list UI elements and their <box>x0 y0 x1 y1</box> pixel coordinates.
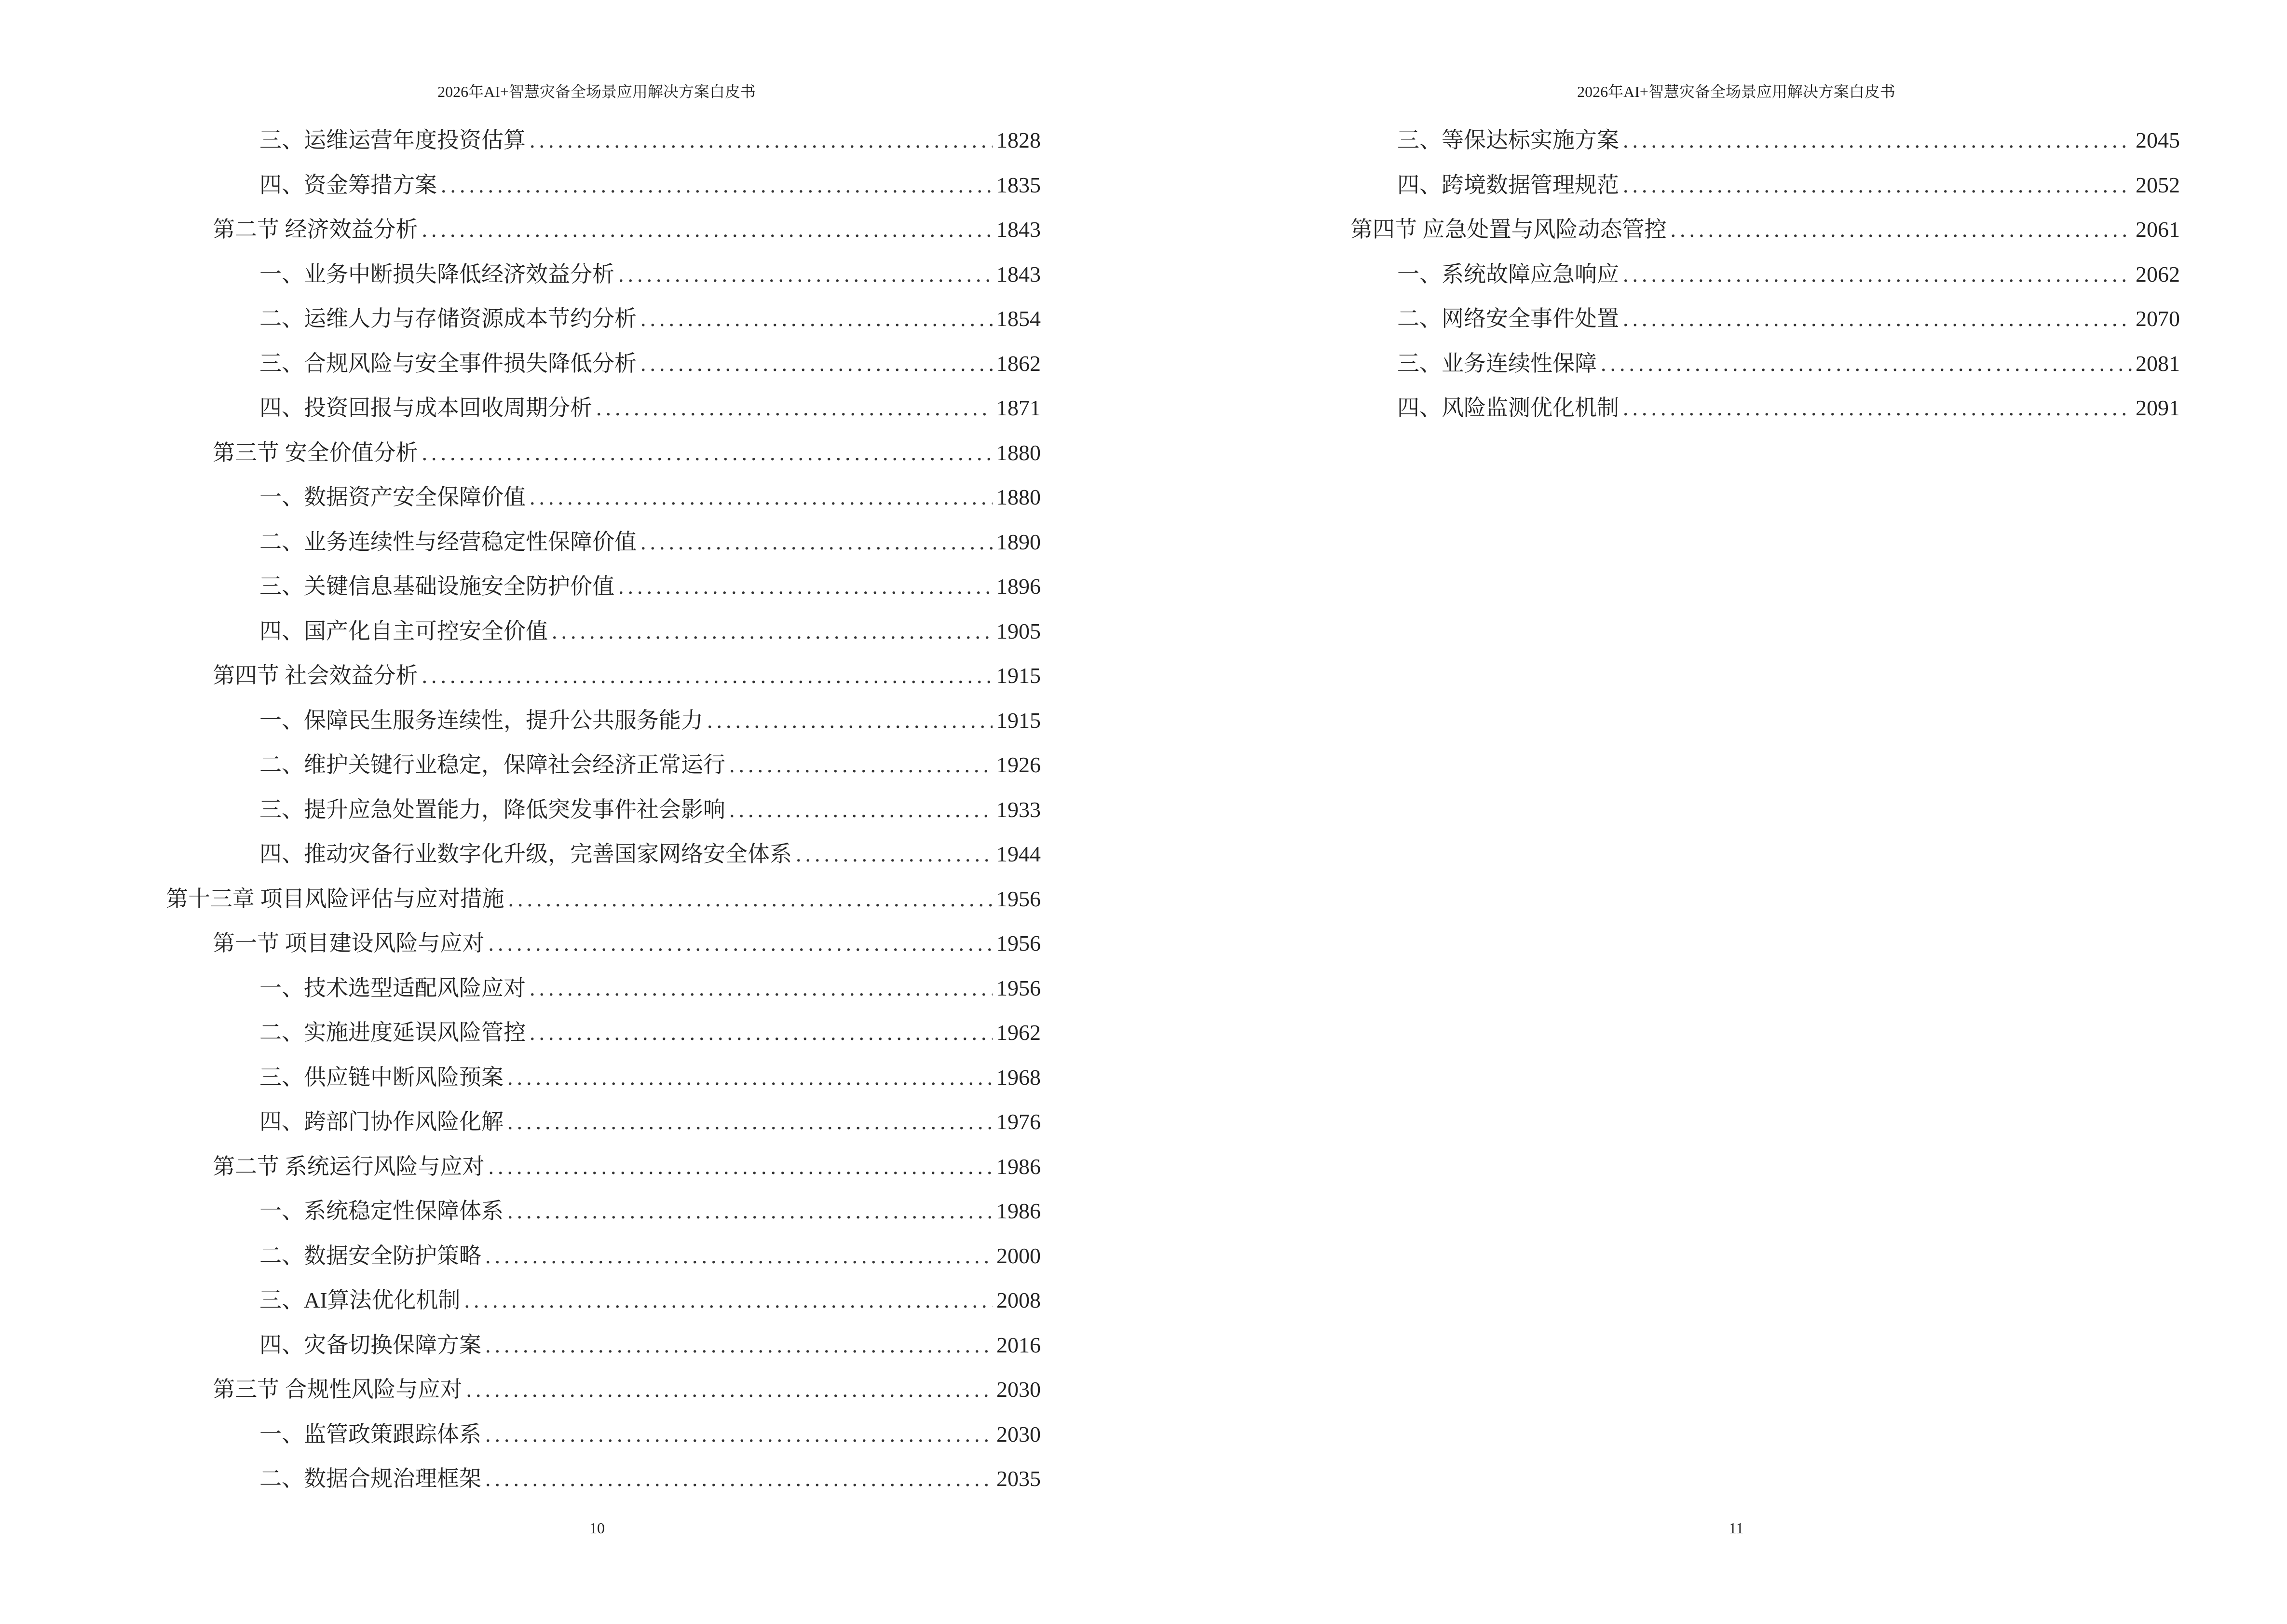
toc-entry-title: 四、资金筹措方案 <box>259 172 437 197</box>
toc-entry-page: 2091 <box>2136 396 2180 420</box>
toc-entry[interactable] <box>166 832 1041 877</box>
dot-leader <box>466 1367 993 1412</box>
dot-leader <box>596 386 993 431</box>
toc-entry-page: 2008 <box>996 1288 1041 1312</box>
toc-entry-page: 1835 <box>996 172 1041 197</box>
toc-entry-page: 1986 <box>996 1154 1041 1179</box>
toc-entry-title: 三、供应链中断风险预案 <box>259 1064 504 1090</box>
dot-leader <box>640 341 993 386</box>
dot-leader <box>464 1278 993 1323</box>
toc-entry[interactable] <box>1350 163 2180 208</box>
toc-entry[interactable] <box>166 1323 1041 1368</box>
toc-entry[interactable] <box>1350 207 2180 252</box>
toc-entry-page: 1896 <box>996 574 1041 599</box>
toc-entry-page: 2052 <box>2136 172 2180 197</box>
toc-entry[interactable] <box>166 163 1041 208</box>
toc-entry-page: 2035 <box>996 1466 1041 1491</box>
toc-entry-title: 四、风险监测优化机制 <box>1397 396 1619 420</box>
dot-leader <box>1671 207 2132 252</box>
toc-entry[interactable] <box>166 1145 1041 1189</box>
dot-leader <box>422 654 993 698</box>
toc-entry-title: 第十三章 项目风险评估与应对措施 <box>166 886 504 911</box>
toc-entry-title: 二、网络安全事件处置 <box>1397 306 1619 331</box>
toc-entry-page: 2045 <box>2136 128 2180 152</box>
toc-entry-page: 1871 <box>996 396 1041 420</box>
dot-leader <box>489 921 993 966</box>
toc-entry[interactable] <box>166 966 1041 1011</box>
toc-entry-page: 1880 <box>996 440 1041 465</box>
toc-entry-page: 1880 <box>996 485 1041 509</box>
toc-entry-page: 1854 <box>996 306 1041 331</box>
toc-entry-title: 一、系统稳定性保障体系 <box>259 1199 504 1223</box>
toc-entry[interactable] <box>166 341 1041 386</box>
dot-leader <box>485 1457 993 1501</box>
dot-leader <box>707 698 993 743</box>
toc-entry[interactable] <box>1350 252 2180 297</box>
toc-entry-page: 1926 <box>996 752 1041 777</box>
toc-entry[interactable] <box>1350 386 2180 431</box>
toc-entry-title: 一、数据资产安全保障价值 <box>259 485 526 509</box>
dot-leader <box>618 564 993 609</box>
toc-entry-page: 1956 <box>996 886 1041 911</box>
dot-leader <box>1601 341 2132 386</box>
toc-entry[interactable] <box>166 743 1041 788</box>
toc-entry[interactable] <box>166 386 1041 431</box>
toc-entry-title: 三、运维运营年度投资估算 <box>259 128 526 152</box>
toc-entry-title: 四、跨部门协作风险化解 <box>259 1109 504 1134</box>
toc-entry[interactable] <box>166 1100 1041 1145</box>
toc-entry-title: 二、业务连续性与经营稳定性保障价值 <box>259 529 637 554</box>
toc-entry[interactable] <box>166 252 1041 297</box>
dot-leader <box>1623 386 2132 431</box>
toc-entry-page: 1968 <box>996 1064 1041 1090</box>
toc-entry[interactable] <box>166 1457 1041 1501</box>
toc-entry-page: 1962 <box>996 1020 1041 1045</box>
dot-leader <box>508 877 993 922</box>
toc-entry-title: 第三节 合规性风险与应对 <box>213 1377 463 1402</box>
dot-leader <box>507 1055 993 1100</box>
toc-entry-page: 1915 <box>996 663 1041 688</box>
toc-list <box>1350 118 2180 431</box>
dot-leader <box>1623 118 2132 163</box>
toc-entry[interactable] <box>166 1367 1041 1412</box>
toc-entry[interactable] <box>166 698 1041 743</box>
toc-entry-page: 2000 <box>996 1243 1041 1268</box>
toc-entry-title: 一、监管政策跟踪体系 <box>259 1421 481 1447</box>
toc-entry-page: 1843 <box>996 261 1041 287</box>
running-header: 2026年AI+智慧灾备全场景应用解决方案白皮书 <box>1577 83 1895 100</box>
toc-entry-title: 一、系统故障应急响应 <box>1397 261 1619 287</box>
toc-entry-page: 1933 <box>996 797 1041 822</box>
dot-leader <box>422 207 993 252</box>
dot-leader <box>530 475 993 520</box>
toc-list <box>166 118 1041 1501</box>
toc-entry-page: 2016 <box>996 1332 1041 1357</box>
dot-leader <box>530 966 993 1011</box>
toc-page-right <box>1144 0 2287 1624</box>
dot-leader <box>507 1189 993 1234</box>
toc-entry[interactable] <box>166 1234 1041 1279</box>
page-number: 10 <box>589 1519 605 1537</box>
toc-entry-title: 二、数据合规治理框架 <box>259 1466 481 1491</box>
toc-entry-page: 1956 <box>996 931 1041 955</box>
toc-entry[interactable] <box>166 297 1041 341</box>
dot-leader <box>530 1010 993 1055</box>
dot-leader <box>729 788 993 832</box>
toc-entry[interactable] <box>166 654 1041 698</box>
toc-entry[interactable] <box>166 877 1041 922</box>
toc-entry-title: 三、合规风险与安全事件损失降低分析 <box>259 351 637 376</box>
toc-entry[interactable] <box>166 431 1041 476</box>
dot-leader <box>485 1234 993 1279</box>
toc-entry-title: 一、保障民生服务连续性，提升公共服务能力 <box>259 708 703 733</box>
toc-entry[interactable] <box>1350 297 2180 341</box>
dot-leader <box>1623 297 2132 341</box>
dot-leader <box>552 609 993 654</box>
toc-entry-title: 三、业务连续性保障 <box>1397 351 1597 376</box>
toc-entry-title: 一、技术选型适配风险应对 <box>259 975 526 1000</box>
toc-entry[interactable] <box>166 788 1041 832</box>
toc-entry-title: 二、数据安全防护策略 <box>259 1243 481 1268</box>
toc-entry-page: 1843 <box>996 217 1041 242</box>
dot-leader <box>640 520 993 565</box>
dot-leader <box>618 252 993 297</box>
dot-leader <box>530 118 993 163</box>
toc-entry[interactable] <box>166 118 1041 163</box>
toc-entry-title: 第四节 社会效益分析 <box>213 663 418 688</box>
toc-entry-page: 2081 <box>2136 351 2180 376</box>
toc-entry-title: 四、灾备切换保障方案 <box>259 1332 481 1357</box>
toc-entry-title: 第四节 应急处置与风险动态管控 <box>1350 217 1667 242</box>
toc-entry-page: 1976 <box>996 1109 1041 1134</box>
toc-entry-title: 四、跨境数据管理规范 <box>1397 172 1619 197</box>
toc-entry-title: 第三节 安全价值分析 <box>213 440 418 465</box>
toc-entry-title: 三、提升应急处置能力，降低突发事件社会影响 <box>259 797 725 822</box>
toc-entry[interactable] <box>1350 341 2180 386</box>
toc-entry-page: 1944 <box>996 842 1041 866</box>
toc-entry-page: 1862 <box>996 351 1041 376</box>
toc-entry-page: 2030 <box>996 1377 1041 1402</box>
dot-leader <box>796 832 993 877</box>
toc-entry-title: 三、关键信息基础设施安全防护价值 <box>259 574 614 599</box>
toc-entry[interactable] <box>166 1055 1041 1100</box>
toc-entry[interactable] <box>166 520 1041 565</box>
dot-leader <box>485 1412 993 1457</box>
toc-entry-page: 1828 <box>996 128 1041 152</box>
toc-entry-page: 1915 <box>996 708 1041 733</box>
dot-leader <box>489 1145 993 1189</box>
toc-entry-title: 二、维护关键行业稳定，保障社会经济正常运行 <box>259 752 725 777</box>
running-header: 2026年AI+智慧灾备全场景应用解决方案白皮书 <box>437 83 756 100</box>
dot-leader <box>729 743 993 788</box>
dot-leader <box>485 1323 993 1368</box>
toc-entry-page: 2070 <box>2136 306 2180 331</box>
toc-entry-page: 1905 <box>996 618 1041 643</box>
toc-entry-title: 二、运维人力与存储资源成本节约分析 <box>259 306 637 331</box>
toc-entry[interactable] <box>166 207 1041 252</box>
toc-entry-title: 四、投资回报与成本回收周期分析 <box>259 396 592 420</box>
dot-leader <box>1623 252 2132 297</box>
toc-entry-title: 一、业务中断损失降低经济效益分析 <box>259 261 614 287</box>
dot-leader <box>640 297 993 341</box>
toc-entry[interactable] <box>1350 118 2180 163</box>
toc-entry-title: 第一节 项目建设风险与应对 <box>213 931 485 955</box>
toc-entry[interactable] <box>166 1189 1041 1234</box>
toc-entry-page: 2062 <box>2136 261 2180 287</box>
toc-entry-title: 第二节 系统运行风险与应对 <box>213 1154 485 1179</box>
toc-entry[interactable] <box>166 1278 1041 1323</box>
toc-entry-page: 2030 <box>996 1421 1041 1447</box>
toc-entry-title: 四、推动灾备行业数字化升级，完善国家网络安全体系 <box>259 842 792 866</box>
toc-entry-page: 1956 <box>996 975 1041 1000</box>
toc-entry-title: 三、AI算法优化机制 <box>259 1288 461 1312</box>
toc-entry-page: 1890 <box>996 529 1041 554</box>
toc-entry-title: 第二节 经济效益分析 <box>213 217 418 242</box>
dot-leader <box>441 163 993 208</box>
dot-leader <box>422 431 993 476</box>
dot-leader <box>507 1100 993 1145</box>
toc-entry-title: 三、等保达标实施方案 <box>1397 128 1619 152</box>
toc-entry-title: 二、实施进度延误风险管控 <box>259 1020 526 1045</box>
dot-leader <box>1623 163 2132 208</box>
page-number: 11 <box>1729 1519 1744 1537</box>
toc-entry[interactable] <box>166 921 1041 966</box>
toc-entry[interactable] <box>166 564 1041 609</box>
toc-entry[interactable] <box>166 1010 1041 1055</box>
toc-entry[interactable] <box>166 1412 1041 1457</box>
toc-entry-title: 四、国产化自主可控安全价值 <box>259 618 548 643</box>
toc-entry[interactable] <box>166 475 1041 520</box>
toc-entry[interactable] <box>166 609 1041 654</box>
toc-entry-page: 1986 <box>996 1199 1041 1223</box>
toc-entry-page: 2061 <box>2136 217 2180 242</box>
